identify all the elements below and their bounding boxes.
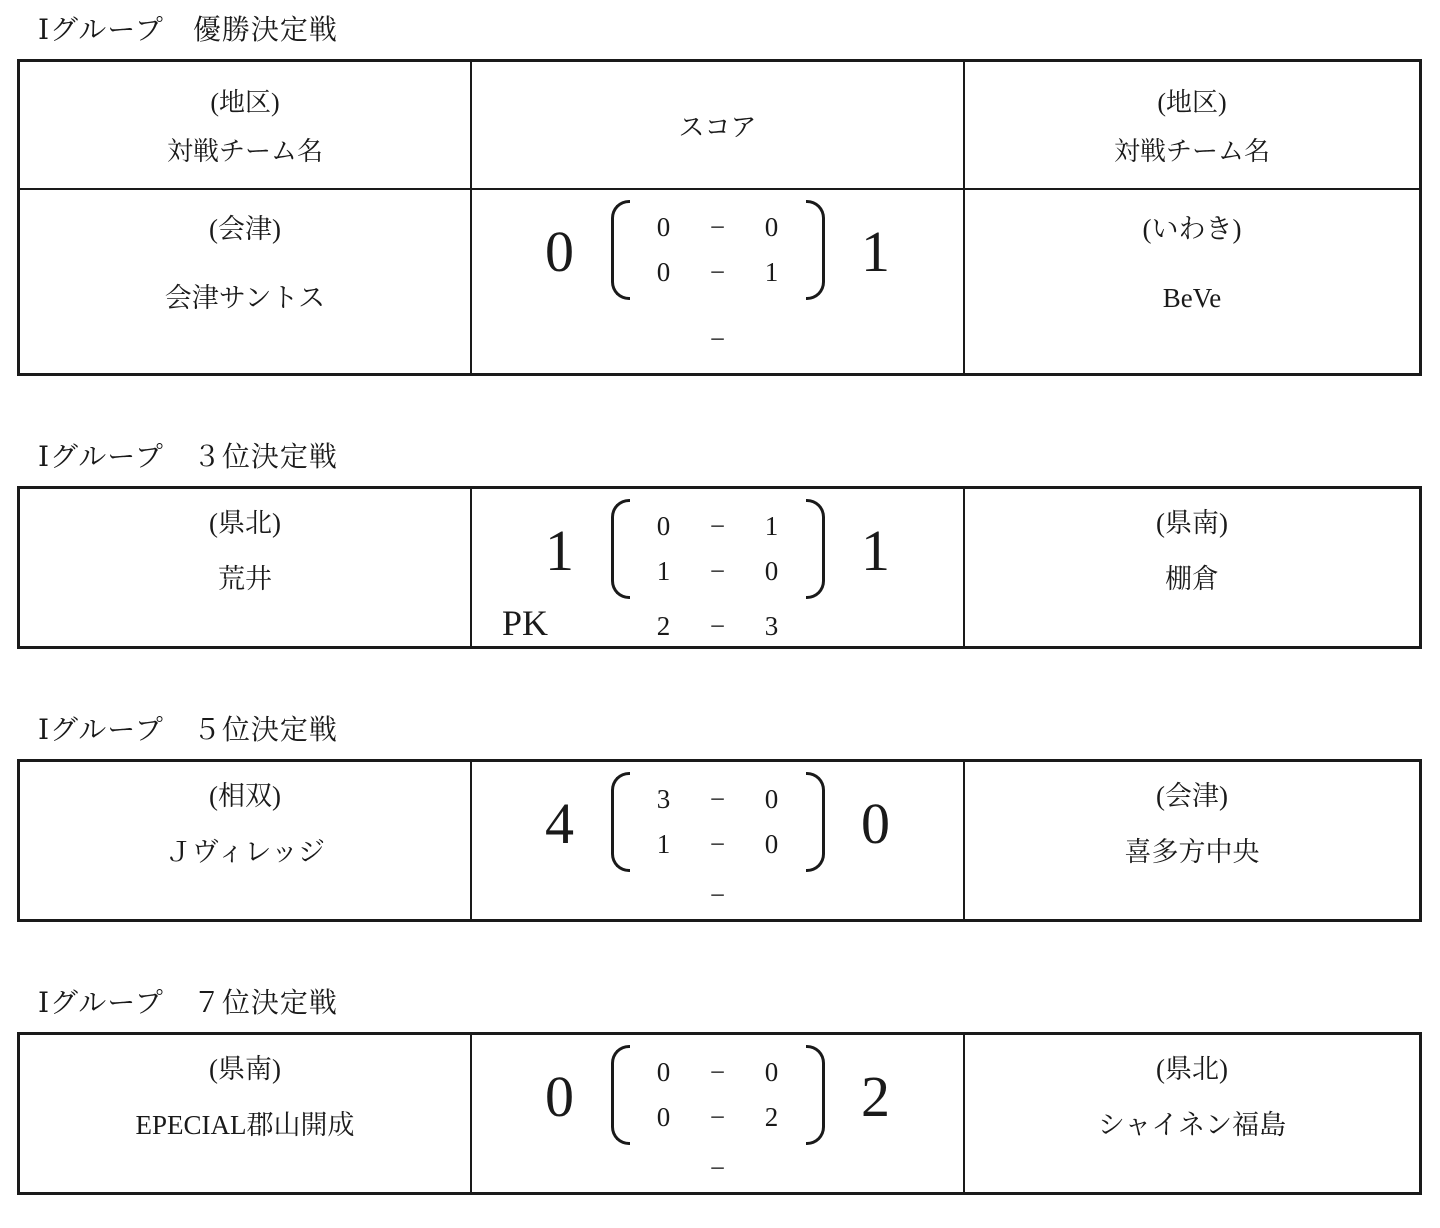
match-table — [17, 59, 1422, 376]
pk-row — [472, 322, 963, 357]
pk-left: 2 — [656, 611, 671, 642]
team-name: Ｊヴィレッジ — [164, 837, 326, 868]
half1-left: 0 — [656, 511, 671, 541]
half1-right: 0 — [764, 212, 779, 242]
match-title: Ⅰグループ ３位決定戦 — [38, 442, 338, 473]
district-label: (いわき) — [1142, 214, 1242, 244]
match-section-7th-place — [0, 989, 1440, 1195]
half-scores — [630, 1045, 806, 1145]
team-cell-left — [20, 489, 472, 646]
match-section-5th-place — [0, 716, 1440, 922]
match-title: Ⅰグループ 優勝決定戦 — [38, 15, 338, 46]
score-left-total: 1 — [545, 518, 574, 584]
team-name: EPECIAL郡山開成 — [135, 1110, 355, 1141]
score-bracket-left — [611, 499, 630, 599]
header-team-label-left: 対戦チーム名 — [166, 137, 323, 166]
half1-right: 0 — [764, 784, 779, 814]
district-label: (県南) — [209, 1054, 281, 1084]
score-right-total: 2 — [861, 1064, 890, 1130]
score-right-total: 1 — [861, 219, 890, 285]
half1-left: 0 — [656, 1057, 671, 1087]
match-title: Ⅰグループ ５位決定戦 — [38, 715, 338, 746]
header-cell-right — [965, 62, 1419, 190]
match-title: Ⅰグループ ７位決定戦 — [38, 988, 338, 1019]
score-bracket-left — [611, 1045, 630, 1145]
team-cell-left — [20, 762, 472, 919]
half1-dash: − — [709, 1057, 726, 1087]
half-scores — [630, 200, 806, 300]
half2-left: 0 — [656, 1102, 671, 1133]
header-district-label-left: (地区) — [210, 88, 280, 117]
pk-row — [472, 605, 963, 644]
half2-left: 1 — [656, 829, 671, 860]
district-label: (県南) — [1156, 508, 1228, 538]
tournament-results-sheet — [0, 16, 1440, 1228]
score-bracket-right — [806, 1045, 825, 1145]
half2-dash: − — [709, 1102, 726, 1133]
match-section-final — [0, 16, 1440, 376]
score-main — [509, 200, 927, 300]
team-name: 会津サントス — [164, 283, 326, 314]
pk-row — [472, 878, 963, 913]
score-cell — [472, 1035, 965, 1192]
score-left-total: 0 — [545, 219, 574, 285]
district-label: (会津) — [209, 214, 281, 244]
half1-left: 0 — [656, 212, 671, 242]
score-left-total: 0 — [545, 1064, 574, 1130]
header-cell-left — [20, 62, 472, 190]
score-right-total: 1 — [861, 518, 890, 584]
half2-right: 2 — [764, 1102, 779, 1133]
pk-row — [472, 1151, 963, 1186]
score-bracket-right — [806, 772, 825, 872]
score-bracket-left — [611, 200, 630, 300]
team-name: BeVe — [1162, 283, 1222, 314]
score-cell — [472, 762, 965, 919]
team-cell-right — [965, 762, 1419, 919]
half1-left: 3 — [656, 784, 671, 814]
match-section-3rd-place — [0, 443, 1440, 649]
header-team-label-right: 対戦チーム名 — [1113, 137, 1270, 166]
half2-right: 0 — [764, 556, 779, 587]
district-label: (県北) — [209, 508, 281, 538]
district-label: (会津) — [1156, 781, 1228, 811]
pk-dash: − — [709, 324, 726, 355]
score-bracket-left — [611, 772, 630, 872]
match-table — [17, 486, 1422, 649]
score-bracket-right — [806, 499, 825, 599]
match-table — [17, 759, 1422, 922]
score-right-total: 0 — [861, 791, 890, 857]
match-table — [17, 1032, 1422, 1195]
pk-dash: − — [709, 611, 726, 642]
team-cell-right — [965, 489, 1419, 646]
half2-left: 1 — [656, 556, 671, 587]
half-scores — [630, 499, 806, 599]
header-cell-score — [472, 62, 965, 190]
half1-right: 0 — [764, 1057, 779, 1087]
half1-dash: − — [709, 511, 726, 541]
half1-dash: − — [709, 784, 726, 814]
half2-dash: − — [709, 556, 726, 587]
district-label: (県北) — [1156, 1054, 1228, 1084]
team-name: 荒井 — [218, 564, 272, 595]
score-cell — [472, 489, 965, 646]
team-cell-right — [965, 190, 1419, 373]
score-main — [509, 772, 927, 872]
team-name: シャイネン福島 — [1097, 1110, 1287, 1141]
half2-right: 1 — [764, 257, 779, 288]
team-name: 棚倉 — [1165, 564, 1219, 595]
half1-right: 1 — [764, 511, 779, 541]
half1-dash: − — [709, 212, 726, 242]
team-name: 喜多方中央 — [1124, 837, 1260, 868]
pk-dash: − — [709, 880, 726, 911]
score-cell — [472, 190, 965, 373]
half2-right: 0 — [764, 829, 779, 860]
district-label: (相双) — [209, 781, 281, 811]
pk-dash: − — [709, 1153, 726, 1184]
half2-dash: − — [709, 829, 726, 860]
team-cell-left — [20, 190, 472, 373]
header-district-label-right: (地区) — [1157, 88, 1227, 117]
half2-dash: − — [709, 257, 726, 288]
score-bracket-right — [806, 200, 825, 300]
team-cell-left — [20, 1035, 472, 1192]
half-scores — [630, 772, 806, 872]
pk-right: 3 — [764, 611, 779, 642]
half2-left: 0 — [656, 257, 671, 288]
team-cell-right — [965, 1035, 1419, 1192]
score-main — [509, 1045, 927, 1145]
score-left-total: 4 — [545, 791, 574, 857]
score-main — [509, 499, 927, 599]
pk-label: PK — [502, 603, 549, 644]
header-score-label: スコア — [678, 112, 757, 142]
